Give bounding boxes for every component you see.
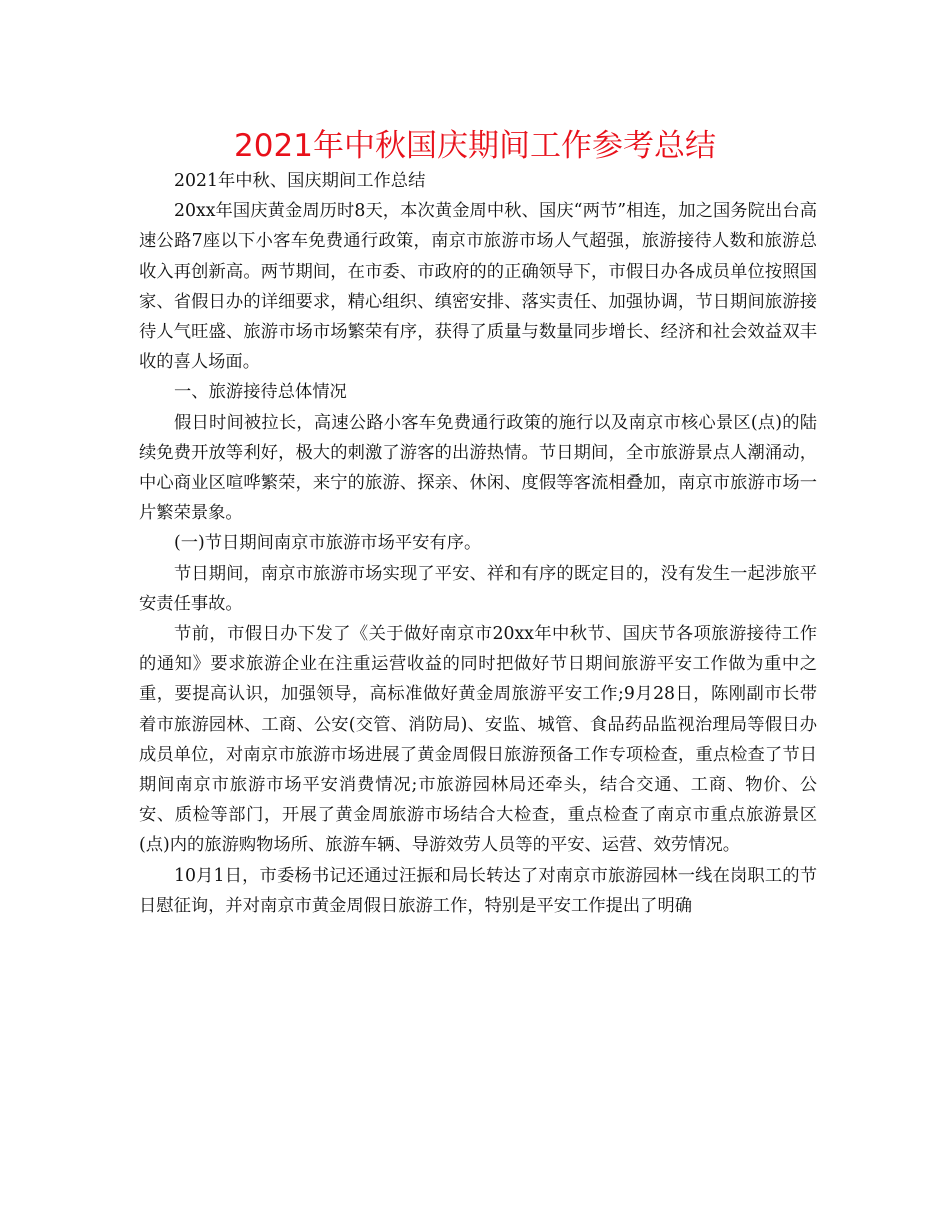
paragraph-subtitle: 2021年中秋、国庆期间工作总结 bbox=[174, 171, 426, 191]
paragraph-safety: 节日期间，南京市旅游市场实现了平安、祥和有序的既定目的，没有发生一起涉旅平安责任事故。 bbox=[139, 563, 817, 614]
paragraph-overview: 假日时间被拉长，高速公路小客车免费通行政策的施行以及南京市核心景区(点)的陆续免费开放等利好，极大的刺激了游客的出游热情。节日期间，全市旅游景点人潮涌动，中心商业区喧哗繁荣，来宁的旅游、探亲、休闲、度假等客流相叠加，南京市旅游市场一片繁荣景象。 bbox=[139, 412, 817, 524]
section-heading-1: 一、旅游接待总体情况 bbox=[174, 382, 347, 403]
document-body bbox=[139, 166, 817, 921]
subsection-heading-1: (一)节日期间南京市旅游市场平安有序。 bbox=[174, 533, 482, 554]
paragraph-preparation: 节前，市假日办下发了《关于做好南京市20xx年中秋节、国庆节各项旅游接待工作的通知》要求旅游企业在注重运营收益的同时把做好节日期间旅游平安工作做为重中之重，要提高认识，加强领导，高标准做好黄金周旅游平安工作;9月28日，陈刚副市长带着市旅游园林、工商、公安(交管、消防局)、安监、城管、食品药品监视治理局等假日办成员单位，对南京市旅游市场进展了黄金周假日旅游预备工作专项检查，重点检查了节日期间南京市旅游市场平安消费情况;市旅游园林局还牵头，结合交通、工商、物价、公安、质检等部门，开展了黄金周旅游市场结合大检查，重点检查了南京市重点旅游景区(点)内的旅游购物场所、旅游车辆、导游效劳人员等的平安、运营、效劳情况。 bbox=[139, 624, 817, 856]
paragraph-intro: 20xx年国庆黄金周历时8天，本次黄金周中秋、国庆“两节”相连，加之国务院出台高速公路7座以下小客车免费通行政策，南京市旅游市场人气超强，旅游接待人数和旅游总收入再创新高。两节期间，在市委、市政府的的正确领导下，市假日办各成员单位按照国家、省假日办的详细要求，精心组织、缜密安排、落实责任、加强协调，节日期间旅游接待人气旺盛、旅游市场市场繁荣有序，获得了质量与数量同步增长、经济和社会效益双丰收的喜人场面。 bbox=[139, 201, 817, 373]
document-title: 2021年中秋国庆期间工作参考总结 bbox=[234, 128, 716, 164]
paragraph-oct-1: 10月1日，市委杨书记还通过汪振和局长转达了对南京市旅游园林一线在岗职工的节日慰征询，并对南京市黄金周假日旅游工作，特别是平安工作提出了明确 bbox=[139, 865, 817, 916]
